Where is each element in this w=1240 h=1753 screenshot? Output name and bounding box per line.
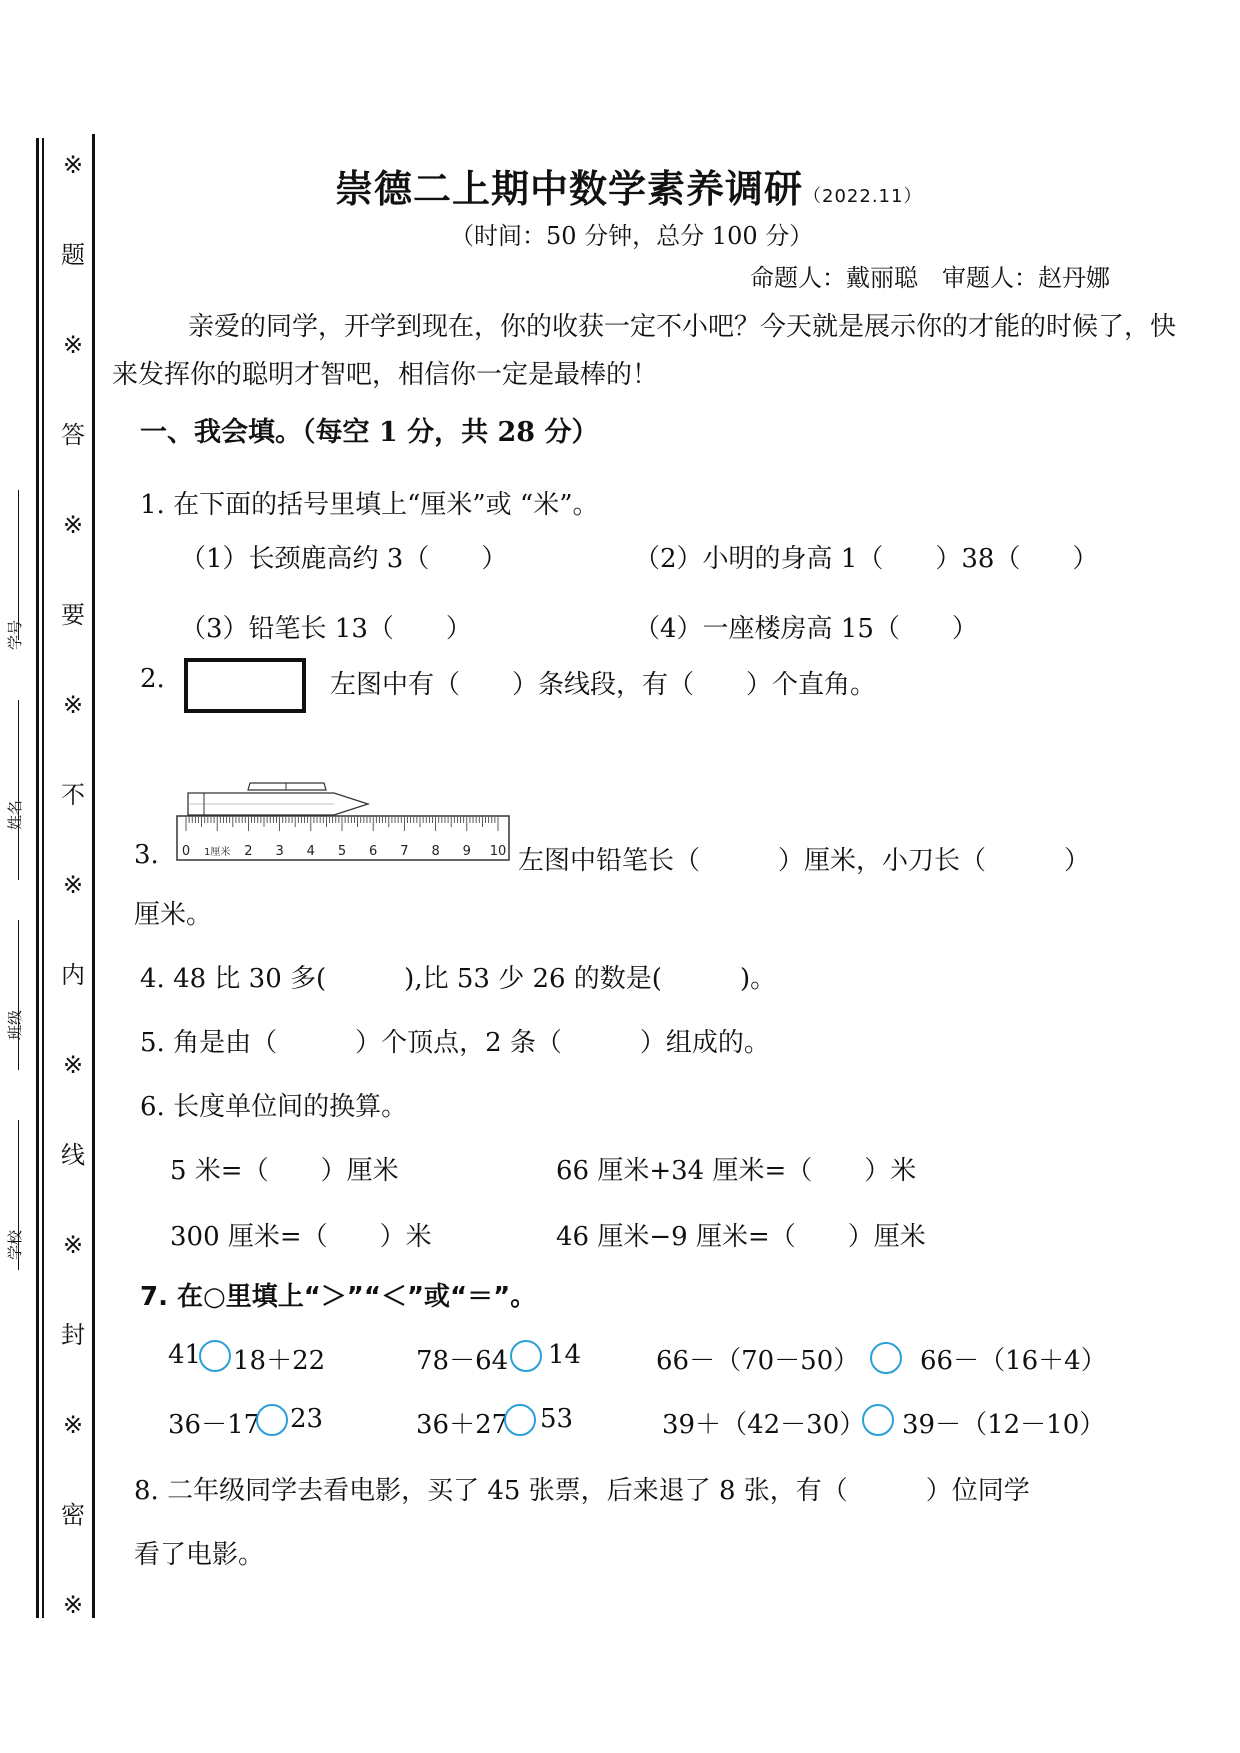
q6-item-4: 46 厘米−9 厘米=（ ）厘米 <box>556 1222 926 1252</box>
q7-item-6-left: 39＋（42－30） <box>662 1410 866 1440</box>
q7-item-5-left: 36＋27 <box>416 1410 509 1440</box>
seal-char: 密 <box>61 1501 85 1529</box>
intro-line-2: 来发挥你的聪明才智吧，相信你一定是最棒的！ <box>112 360 659 390</box>
q6-item-2: 66 厘米+34 厘米=（ ）米 <box>556 1156 917 1186</box>
q1-item-2: （2）小明的身高 1（ ）38（ ） <box>634 544 1099 574</box>
q8-line-2: 看了电影。 <box>134 1540 265 1570</box>
ruler-tick-label: 6 <box>369 844 378 859</box>
q7-item-4-right: 23 <box>290 1404 324 1434</box>
q2-number: 2. <box>140 664 165 694</box>
binding-line-outer <box>36 138 39 1618</box>
q1-stem: 1. 在下面的括号里填上“厘米”或 “米”。 <box>140 490 599 520</box>
q7-item-2-left: 78－64 <box>416 1346 509 1376</box>
q3-text-continued: 厘米。 <box>134 900 213 930</box>
class-blank <box>18 920 19 1070</box>
q7-item-1-left: 41 <box>168 1340 202 1370</box>
seal-char: 线 <box>61 1141 85 1169</box>
ruler-tick-label: 0 <box>181 844 191 859</box>
compare-circle-4[interactable] <box>256 1404 288 1436</box>
q2-text: 左图中有（ ）条线段，有（ ）个直角。 <box>330 670 877 700</box>
seal-char: 答 <box>61 421 85 449</box>
q6-item-3: 300 厘米=（ ）米 <box>170 1222 432 1252</box>
compare-circle-2[interactable] <box>510 1340 542 1372</box>
school-label: 学校 <box>6 1229 24 1260</box>
student-id-blank <box>18 490 19 640</box>
page-title <box>335 158 922 213</box>
ruler-tick-label: 1厘米 <box>204 847 231 858</box>
ruler-tick-label: 10 <box>489 844 507 859</box>
compare-circle-1[interactable] <box>199 1340 231 1372</box>
knife-icon <box>248 783 326 790</box>
q1-item-4: （4）一座楼房高 15（ ） <box>634 614 978 644</box>
binding-line-middle <box>42 138 44 1618</box>
ruler-tick-label: 2 <box>244 844 253 859</box>
seal-mark: ※ <box>62 1591 84 1619</box>
seal-mark: ※ <box>62 151 84 179</box>
ruler-tick-label: 4 <box>306 844 315 859</box>
section-1-title: 一、我会填。（每空 1 分，共 28 分） <box>140 417 599 448</box>
seal-char: 要 <box>61 601 85 629</box>
q7-item-2-right: 14 <box>548 1340 582 1370</box>
rectangle-figure <box>184 658 306 713</box>
seal-mark: ※ <box>62 871 84 899</box>
q6-item-1: 5 米=（ ）厘米 <box>170 1156 399 1186</box>
ruler-tick-label: 7 <box>400 844 409 859</box>
compare-circle-3[interactable] <box>870 1342 902 1374</box>
seal-mark: ※ <box>62 1411 84 1439</box>
compare-circle-5[interactable] <box>504 1404 536 1436</box>
seal-char: 内 <box>61 961 85 989</box>
q4-text: 4. 48 比 30 多( ),比 53 少 26 的数是( )。 <box>140 964 777 994</box>
seal-char: 题 <box>61 241 85 269</box>
compare-circle-6[interactable] <box>862 1404 894 1436</box>
seal-mark: ※ <box>62 331 84 359</box>
ruler-tick-label: 9 <box>462 844 471 859</box>
title-date: （2022.11） <box>803 186 923 207</box>
q7-item-1-right: 18＋22 <box>233 1346 326 1376</box>
title-text: 崇德二上期中数学素养调研 <box>335 166 804 211</box>
name-label: 姓名 <box>6 799 24 830</box>
ruler-tick-label: 5 <box>337 844 347 859</box>
q1-item-1: （1）长颈鹿高约 3（ ） <box>180 544 508 574</box>
ruler-tick-label: 8 <box>431 844 440 859</box>
q3-text: 左图中铅笔长（ ）厘米，小刀长（ ） <box>518 846 1091 876</box>
seal-mark: ※ <box>62 1051 84 1079</box>
student-id-label: 学号 <box>6 619 24 650</box>
q7-stem: 7. 在○里填上“＞”“＜”或“＝”。 <box>140 1282 537 1312</box>
binding-line-inner <box>92 134 95 1618</box>
class-label: 班级 <box>6 1009 24 1040</box>
subtitle: （时间：50 分钟，总分 100 分） <box>450 222 814 250</box>
pencil-icon <box>188 793 368 815</box>
ruler-figure <box>174 780 514 870</box>
seal-mark: ※ <box>62 511 84 539</box>
q5-text: 5. 角是由（ ）个顶点，2 条（ ）组成的。 <box>140 1028 770 1058</box>
seal-char: 不 <box>61 781 85 809</box>
name-blank <box>18 700 19 880</box>
seal-mark: ※ <box>62 1231 84 1259</box>
intro-line-1: 亲爱的同学，开学到现在，你的收获一定不小吧？今天就是展示你的才能的时候了，快 <box>188 312 1177 342</box>
q1-item-3: （3）铅笔长 13（ ） <box>180 614 472 644</box>
q6-stem: 6. 长度单位间的换算。 <box>140 1092 408 1122</box>
q7-item-3-right: 66－（16＋4） <box>920 1346 1107 1376</box>
seal-char: 封 <box>61 1321 85 1349</box>
ruler-tick-label: 3 <box>275 844 284 859</box>
q3-number: 3. <box>134 840 159 870</box>
q8-line-1: 8. 二年级同学去看电影，买了 45 张票，后来退了 8 张，有（ ）位同学 <box>134 1476 1030 1506</box>
q7-item-6-right: 39－（12－10） <box>902 1410 1106 1440</box>
q7-item-5-right: 53 <box>540 1404 574 1434</box>
q7-item-3-left: 66－（70－50） <box>656 1346 860 1376</box>
q7-item-4-left: 36－17 <box>168 1410 261 1440</box>
seal-mark: ※ <box>62 691 84 719</box>
authors: 命题人：戴丽聪 审题人：赵丹娜 <box>750 264 1110 292</box>
